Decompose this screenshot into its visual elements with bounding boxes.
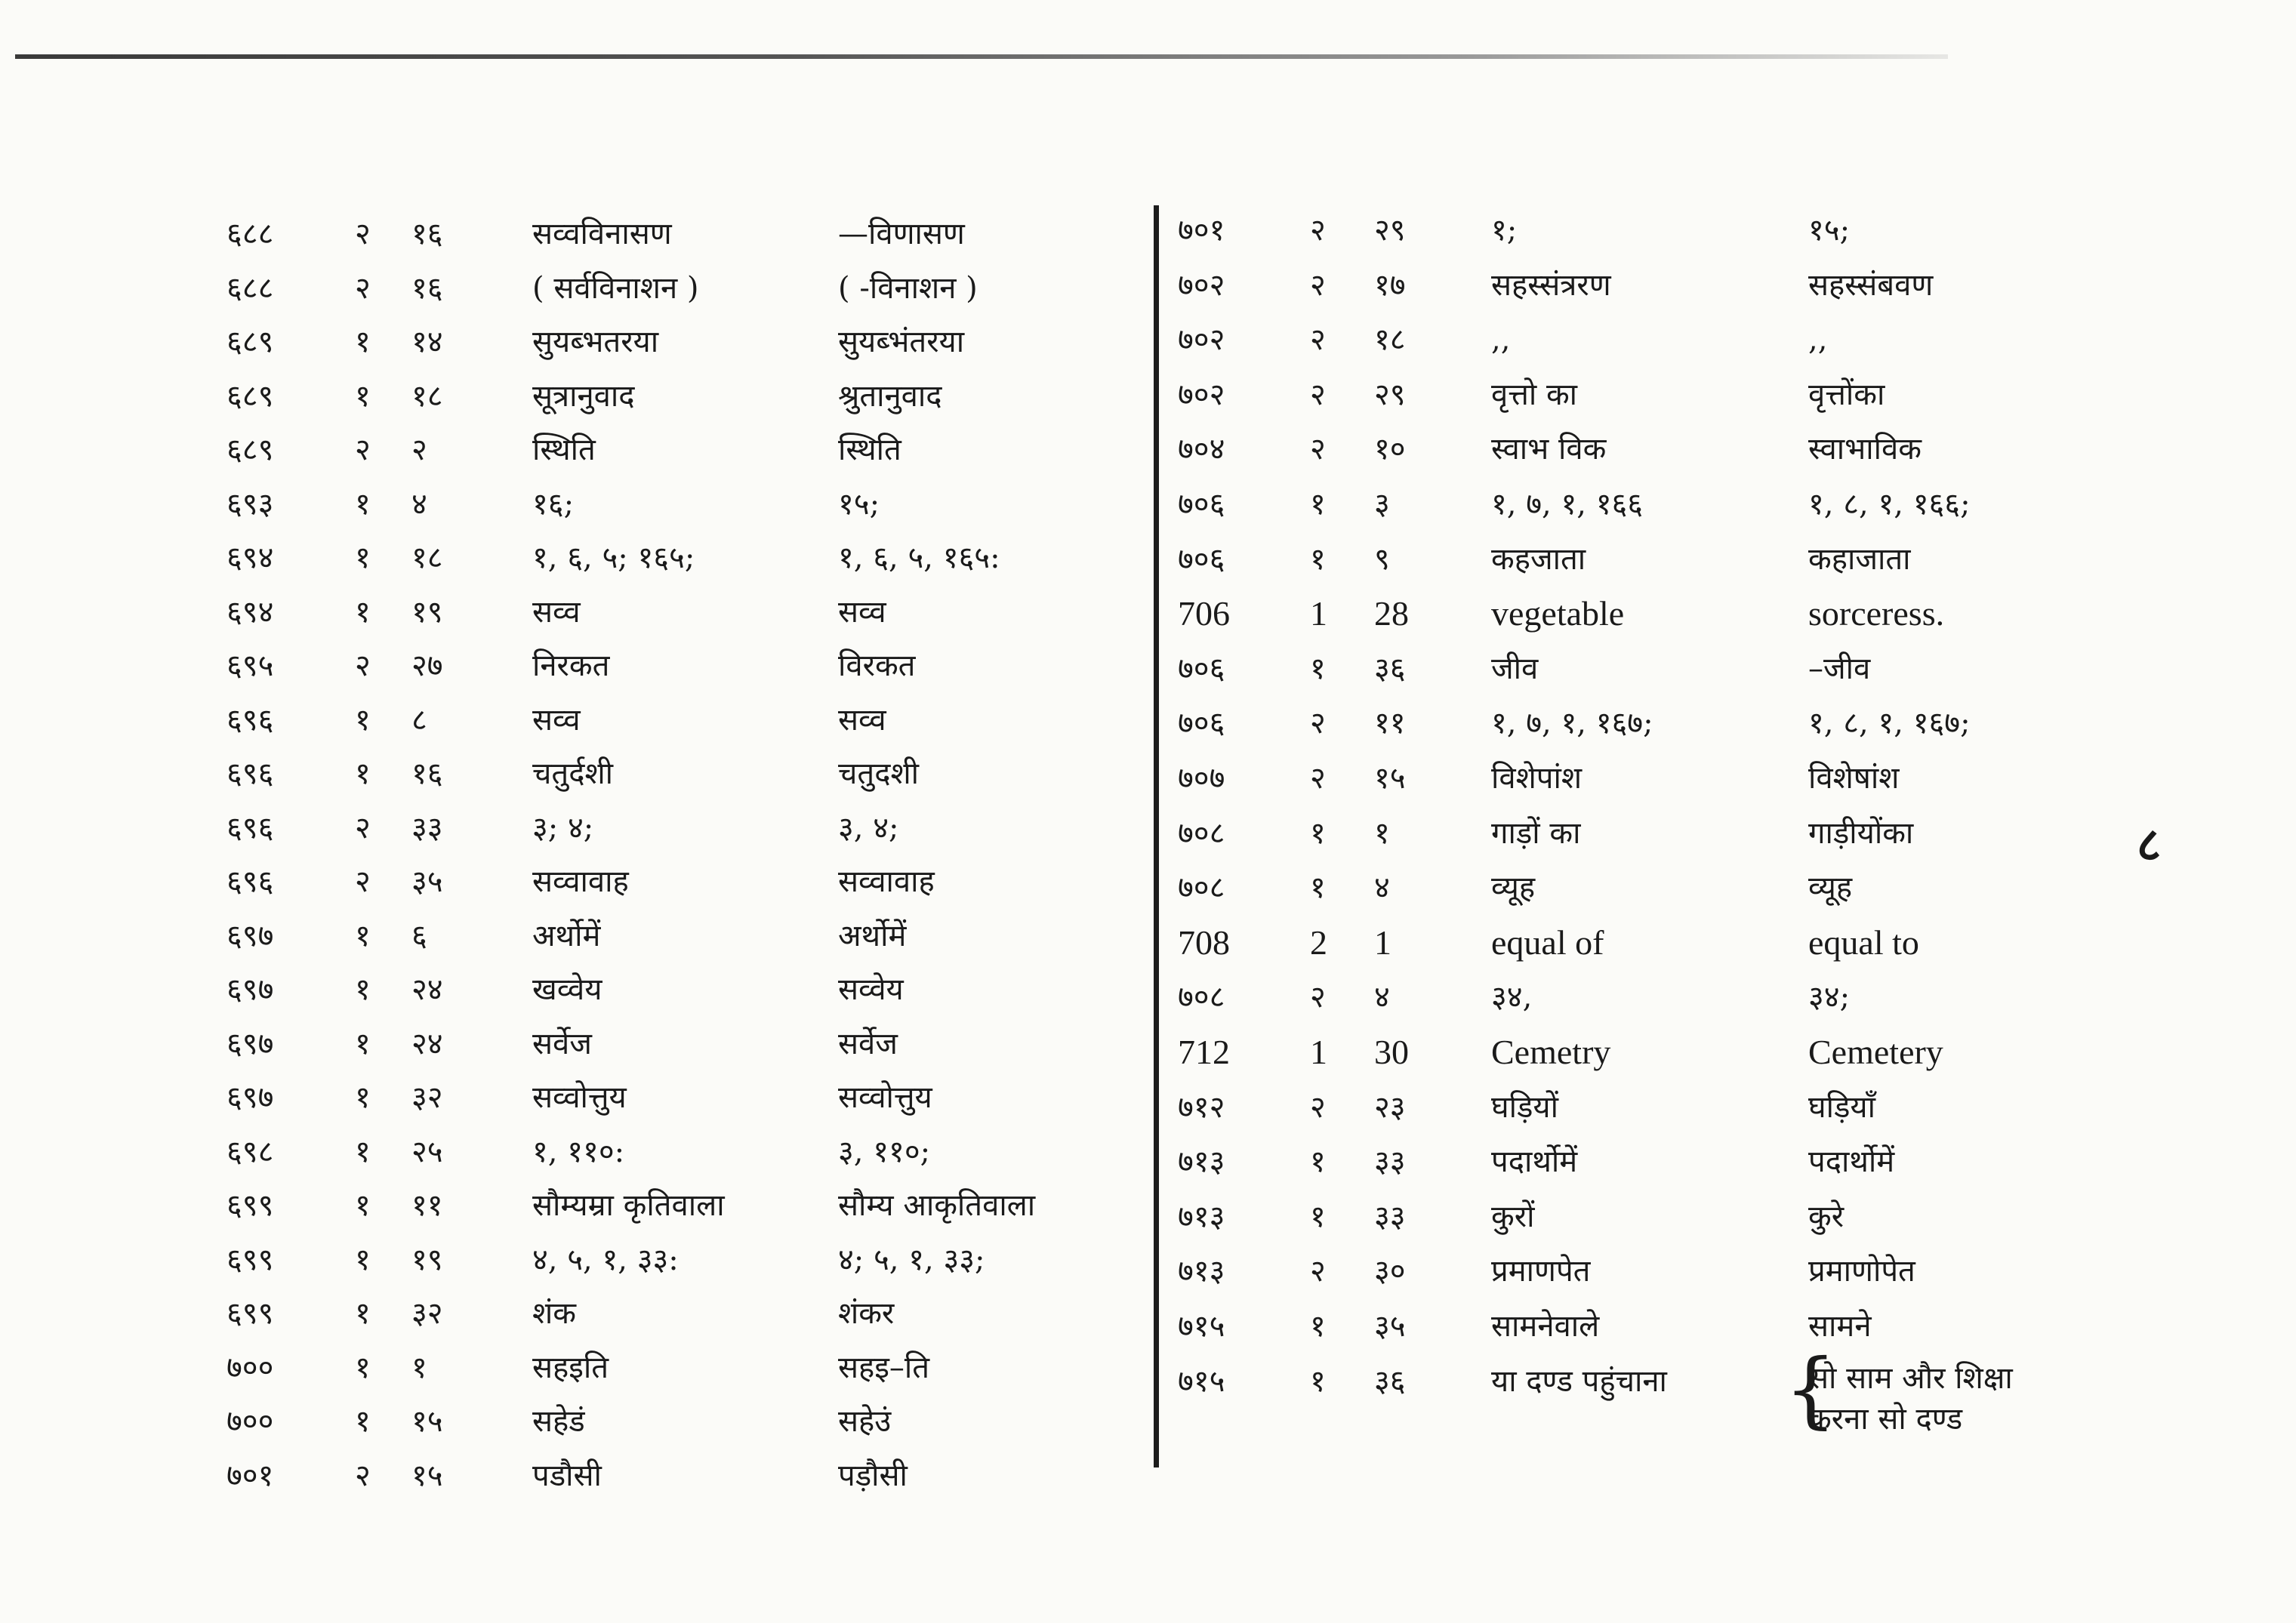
correct-text: १५; bbox=[838, 486, 880, 522]
page-number: ६९६ bbox=[227, 702, 274, 738]
page-number: ७१३ bbox=[1178, 1144, 1225, 1180]
page-number: ७०० bbox=[227, 1350, 274, 1385]
line-number: ६ bbox=[411, 918, 427, 953]
column-number: १ bbox=[1310, 1144, 1326, 1180]
incorrect-text: घड़ियों bbox=[1491, 1089, 1558, 1125]
incorrect-text: वृत्तो का bbox=[1491, 377, 1578, 412]
incorrect-text: १, ७, १, १६७; bbox=[1491, 706, 1653, 741]
column-number: २ bbox=[355, 433, 371, 467]
incorrect-text: पडौसी bbox=[532, 1458, 602, 1493]
page-number: ६९४ bbox=[227, 594, 274, 630]
correct-text: १, ८, १, १६७; bbox=[1808, 706, 1971, 741]
line-number: १५ bbox=[1374, 761, 1406, 796]
page-number: ६९३ bbox=[227, 486, 274, 522]
correct-text: १५; bbox=[1808, 213, 1851, 248]
correct-text: विरकत bbox=[838, 648, 916, 683]
incorrect-text: ,, bbox=[1491, 322, 1511, 358]
incorrect-text: सव्वावाह bbox=[532, 864, 629, 899]
line-number: ३३ bbox=[1374, 1144, 1406, 1180]
correct-text: कुरे bbox=[1808, 1199, 1845, 1234]
correct-text: गाड़ीयोंका bbox=[1808, 815, 1914, 851]
correct-text: सहेउं bbox=[838, 1404, 892, 1439]
column-number: १ bbox=[355, 756, 371, 791]
incorrect-text: १, ६, ५; १६५; bbox=[532, 540, 695, 575]
line-number: १८ bbox=[411, 540, 443, 575]
line-number: २३ bbox=[1374, 1089, 1406, 1125]
incorrect-text: व्यूह bbox=[1491, 870, 1536, 906]
correct-text: ( -विनाशन ) bbox=[838, 270, 978, 306]
line-number: १ bbox=[411, 1350, 427, 1385]
page-number: 708 bbox=[1178, 922, 1230, 962]
correct-text: विशेषांश bbox=[1808, 761, 1900, 796]
page-number: ७१३ bbox=[1178, 1254, 1225, 1289]
correct-text: सव्वेय bbox=[838, 972, 904, 1007]
page-number: ७०८ bbox=[1178, 980, 1225, 1015]
line-number: २४ bbox=[411, 972, 443, 1007]
correct-text: १, ६, ५, १६५: bbox=[838, 540, 1000, 575]
page-number: ६९७ bbox=[227, 918, 274, 953]
correct-text: स्थिति bbox=[838, 433, 901, 467]
page-number: ७१३ bbox=[1178, 1199, 1225, 1234]
page-number: ६९७ bbox=[227, 972, 274, 1007]
correct-text: equal to bbox=[1808, 922, 1919, 962]
correct-text: श्रुतानुवाद bbox=[838, 378, 942, 414]
incorrect-text: या दण्ड पहुंचाना bbox=[1491, 1363, 1667, 1399]
line-number: ३२ bbox=[411, 1080, 443, 1115]
incorrect-text: सर्वेज bbox=[532, 1026, 592, 1061]
column-number: २ bbox=[355, 864, 371, 899]
column-number: १ bbox=[1310, 1363, 1326, 1399]
page-number: ७०६ bbox=[1178, 651, 1225, 686]
page-number: ७०२ bbox=[1178, 322, 1225, 358]
line-number: १८ bbox=[1374, 322, 1406, 358]
correct-text: घड़ियाँ bbox=[1808, 1089, 1875, 1125]
correct-text: ४; ५, १, ३३; bbox=[838, 1242, 985, 1277]
incorrect-text: सामनेवाले bbox=[1491, 1309, 1600, 1344]
column-number: 2 bbox=[1310, 922, 1327, 962]
line-number: ३६ bbox=[1374, 1363, 1406, 1399]
column-number: १ bbox=[1310, 651, 1326, 686]
incorrect-text: सहइति bbox=[532, 1350, 609, 1385]
page-number: ६९७ bbox=[227, 1080, 274, 1115]
column-number: २ bbox=[1310, 432, 1326, 467]
correct-text-line: करना सो दण्ड bbox=[1808, 1401, 1963, 1437]
correct-text: सामने bbox=[1808, 1309, 1872, 1344]
correct-text: सुयब्भंतरया bbox=[838, 325, 965, 359]
line-number: 28 bbox=[1374, 594, 1409, 633]
line-number: 1 bbox=[1374, 922, 1391, 962]
page-number: ६९९ bbox=[227, 1242, 274, 1277]
column-number: २ bbox=[355, 648, 371, 683]
incorrect-text: सौम्यम्रा कृतिवाला bbox=[532, 1188, 725, 1223]
line-number: २ bbox=[411, 433, 427, 467]
correct-text: प्रमाणोपेत bbox=[1808, 1254, 1915, 1289]
incorrect-text: जीव bbox=[1491, 651, 1539, 686]
page-number: ६८८ bbox=[227, 217, 274, 251]
line-number: १६ bbox=[411, 270, 443, 306]
incorrect-text: vegetable bbox=[1491, 594, 1625, 633]
column-number: 1 bbox=[1310, 594, 1327, 633]
correct-text: ,, bbox=[1808, 322, 1828, 358]
column-number: १ bbox=[355, 594, 371, 630]
page-number: ७१२ bbox=[1178, 1089, 1225, 1125]
correct-text: –जीव bbox=[1808, 651, 1871, 686]
correct-text-stack bbox=[1808, 1358, 2013, 1440]
column-number: २ bbox=[1310, 761, 1326, 796]
incorrect-text: स्थिति bbox=[532, 433, 596, 467]
column-number: २ bbox=[1310, 1089, 1326, 1125]
page-number: ७०० bbox=[227, 1404, 274, 1439]
incorrect-text: १; bbox=[1491, 213, 1518, 248]
page-number: ६९५ bbox=[227, 648, 274, 683]
incorrect-text: सूत्रानुवाद bbox=[532, 378, 635, 414]
column-number: २ bbox=[355, 810, 371, 845]
column-number: १ bbox=[1310, 1199, 1326, 1234]
correct-text: sorceress. bbox=[1808, 594, 1945, 633]
line-number: ३२ bbox=[411, 1296, 443, 1331]
line-number: १ bbox=[1374, 815, 1390, 851]
correct-text: सहस्संबवण bbox=[1808, 267, 1934, 303]
line-number: ११ bbox=[411, 1188, 443, 1223]
page-number: ६८९ bbox=[227, 378, 274, 414]
line-number: १९ bbox=[411, 1242, 443, 1277]
incorrect-text: सहस्संत्ररण bbox=[1491, 267, 1611, 303]
correct-text: सव्व bbox=[838, 702, 886, 738]
incorrect-text: शंक bbox=[532, 1296, 576, 1331]
page-number: ७१५ bbox=[1178, 1363, 1225, 1399]
correct-text: १, ८, १, १६६; bbox=[1808, 487, 1971, 522]
line-number: २९ bbox=[1374, 377, 1406, 412]
line-number: ३३ bbox=[1374, 1199, 1406, 1234]
column-number: १ bbox=[355, 486, 371, 522]
column-number: १ bbox=[1310, 815, 1326, 851]
line-number: 30 bbox=[1374, 1033, 1409, 1071]
column-number: १ bbox=[355, 1188, 371, 1223]
line-number: ३५ bbox=[411, 864, 443, 899]
incorrect-text: सव्व bbox=[532, 594, 581, 630]
correct-text: ३, ११०; bbox=[838, 1134, 931, 1169]
incorrect-text: सहेडं bbox=[532, 1404, 585, 1439]
column-number: २ bbox=[1310, 213, 1326, 248]
line-number: ९ bbox=[1374, 541, 1390, 577]
column-number: १ bbox=[1310, 1309, 1326, 1344]
page-number: ७०६ bbox=[1178, 541, 1225, 577]
page-number: ६९४ bbox=[227, 540, 274, 575]
column-number: १ bbox=[1310, 541, 1326, 577]
correct-text: वृत्तोंका bbox=[1808, 377, 1885, 412]
incorrect-text: equal of bbox=[1491, 922, 1604, 962]
column-number: १ bbox=[355, 972, 371, 1007]
correct-text: सर्वेज bbox=[838, 1026, 898, 1061]
correct-text: स्वाभाविक bbox=[1808, 432, 1922, 467]
column-number: २ bbox=[1310, 322, 1326, 358]
column-number: २ bbox=[1310, 706, 1326, 741]
page-number: ७०८ bbox=[1178, 870, 1225, 906]
column-number: २ bbox=[355, 217, 371, 251]
page-number: 712 bbox=[1178, 1033, 1230, 1071]
column-number: 1 bbox=[1310, 1033, 1327, 1071]
line-number: १५ bbox=[411, 1458, 443, 1493]
column-number: २ bbox=[1310, 980, 1326, 1015]
correct-text: पड़ौसी bbox=[838, 1458, 908, 1493]
page-number: ६९८ bbox=[227, 1134, 274, 1169]
incorrect-text: १, ११०: bbox=[532, 1134, 625, 1169]
line-number: १९ bbox=[411, 594, 443, 630]
page-number: ६९९ bbox=[227, 1296, 274, 1331]
line-number: १७ bbox=[1374, 267, 1406, 303]
column-number: २ bbox=[355, 270, 371, 306]
incorrect-text: सव्वोत्तुय bbox=[532, 1080, 627, 1115]
correct-text: सौम्य आकृतिवाला bbox=[838, 1188, 1036, 1223]
line-number: ३ bbox=[1374, 487, 1390, 522]
correct-text: सव्वोत्तुय bbox=[838, 1080, 932, 1115]
correct-text-line: सो साम और शिक्षा bbox=[1808, 1360, 2013, 1396]
correct-text: अर्थोमें bbox=[838, 918, 907, 953]
column-number: २ bbox=[355, 1458, 371, 1493]
correct-text: Cemetery bbox=[1808, 1033, 1943, 1071]
correct-text: शंकर bbox=[838, 1296, 895, 1331]
incorrect-text: चतुर्दशी bbox=[532, 756, 613, 791]
line-number: १४ bbox=[411, 325, 443, 359]
column-number: १ bbox=[355, 1350, 371, 1385]
incorrect-text: गाड़ों का bbox=[1491, 815, 1581, 851]
incorrect-text: पदार्थोमें bbox=[1491, 1144, 1578, 1180]
incorrect-text: ३४, bbox=[1491, 980, 1533, 1015]
correct-text: पदार्थोमें bbox=[1808, 1144, 1895, 1180]
page-number: ६९६ bbox=[227, 810, 274, 845]
line-number: ४ bbox=[1374, 870, 1390, 906]
page-number: ७०६ bbox=[1178, 487, 1225, 522]
page-number: ६८९ bbox=[227, 325, 274, 359]
page-number: ७०२ bbox=[1178, 267, 1225, 303]
column-number: १ bbox=[1310, 487, 1326, 522]
incorrect-text: Cemetry bbox=[1491, 1033, 1611, 1071]
correct-text: चतुदशी bbox=[838, 756, 919, 791]
page-number: ६९६ bbox=[227, 756, 274, 791]
column-number: २ bbox=[1310, 377, 1326, 412]
incorrect-text: ( सर्वविनाशन ) bbox=[532, 270, 699, 306]
column-number: १ bbox=[355, 1296, 371, 1331]
line-number: ३० bbox=[1374, 1254, 1406, 1289]
line-number: ११ bbox=[1374, 706, 1406, 741]
line-number: २९ bbox=[1374, 213, 1406, 248]
line-number: ३५ bbox=[1374, 1309, 1406, 1344]
line-number: १० bbox=[1374, 432, 1406, 467]
page-number: ६८८ bbox=[227, 270, 274, 306]
line-number: १६ bbox=[411, 217, 443, 251]
column-number: १ bbox=[355, 1404, 371, 1439]
incorrect-text: १६; bbox=[532, 486, 575, 522]
line-number: ३३ bbox=[411, 810, 443, 845]
incorrect-text: ४, ५, १, ३३: bbox=[532, 1242, 679, 1277]
column-number: १ bbox=[1310, 870, 1326, 906]
page-number: ७०८ bbox=[1178, 815, 1225, 851]
line-number: ८ bbox=[411, 702, 427, 738]
column-number: १ bbox=[355, 1242, 371, 1277]
incorrect-text: अर्थोमें bbox=[532, 918, 601, 953]
incorrect-text: सव्व bbox=[532, 702, 581, 738]
correct-text: सव्वावाह bbox=[838, 864, 935, 899]
brace-symbol: { bbox=[1784, 1340, 1837, 1437]
page-number: 706 bbox=[1178, 594, 1230, 633]
incorrect-text: निरकत bbox=[532, 648, 610, 683]
column-number: १ bbox=[355, 918, 371, 953]
column-number: १ bbox=[355, 1134, 371, 1169]
page-number: ७०७ bbox=[1178, 761, 1225, 796]
column-number: १ bbox=[355, 325, 371, 359]
page-number: ७०२ bbox=[1178, 377, 1225, 412]
column-number: १ bbox=[355, 1026, 371, 1061]
line-number: २४ bbox=[411, 1026, 443, 1061]
line-number: ४ bbox=[1374, 980, 1390, 1015]
incorrect-text: कहजाता bbox=[1491, 541, 1586, 577]
correct-text: व्यूह bbox=[1808, 870, 1853, 906]
incorrect-text: कुरों bbox=[1491, 1199, 1535, 1234]
column-number: १ bbox=[355, 702, 371, 738]
page-number: ७०१ bbox=[227, 1458, 274, 1493]
incorrect-text: सुयब्भतरया bbox=[532, 325, 659, 359]
incorrect-text: प्रमाणपेत bbox=[1491, 1254, 1591, 1289]
incorrect-text: १, ७, १, १६६ bbox=[1491, 487, 1644, 522]
page-number: ६९७ bbox=[227, 1026, 274, 1061]
page-number: ६९६ bbox=[227, 864, 274, 899]
page-number: ७०६ bbox=[1178, 706, 1225, 741]
correct-text: कहाजाता bbox=[1808, 541, 1911, 577]
correct-text: ३, ४; bbox=[838, 810, 899, 845]
incorrect-text: स्वाभ विक bbox=[1491, 432, 1607, 467]
correct-text: सहइ–ति bbox=[838, 1350, 930, 1385]
incorrect-text: सव्वविनासण bbox=[532, 217, 672, 251]
correct-text: सव्व bbox=[838, 594, 886, 630]
correct-text: ३४; bbox=[1808, 980, 1851, 1015]
line-number: १८ bbox=[411, 378, 443, 414]
page-number: ६८९ bbox=[227, 433, 274, 467]
line-number: २७ bbox=[411, 648, 443, 683]
line-number: ३६ bbox=[1374, 651, 1406, 686]
column-number: १ bbox=[355, 378, 371, 414]
page-number: ७१५ bbox=[1178, 1309, 1225, 1344]
incorrect-text: ३; ४; bbox=[532, 810, 594, 845]
page-margin-mark: ८ bbox=[2137, 817, 2162, 872]
correct-text: —विणासण bbox=[838, 217, 965, 251]
column-number: २ bbox=[1310, 267, 1326, 303]
line-number: १६ bbox=[411, 756, 443, 791]
incorrect-text: खव्वेय bbox=[532, 972, 603, 1007]
page-number: ७०४ bbox=[1178, 432, 1225, 467]
incorrect-text: विशेपांश bbox=[1491, 761, 1583, 796]
column-number: १ bbox=[355, 1080, 371, 1115]
line-number: ४ bbox=[411, 486, 427, 522]
line-number: २५ bbox=[411, 1134, 443, 1169]
column-number: १ bbox=[355, 540, 371, 575]
page-number: ७०१ bbox=[1178, 213, 1225, 248]
page-number: ६९९ bbox=[227, 1188, 274, 1223]
column-number: २ bbox=[1310, 1254, 1326, 1289]
line-number: १५ bbox=[411, 1404, 443, 1439]
